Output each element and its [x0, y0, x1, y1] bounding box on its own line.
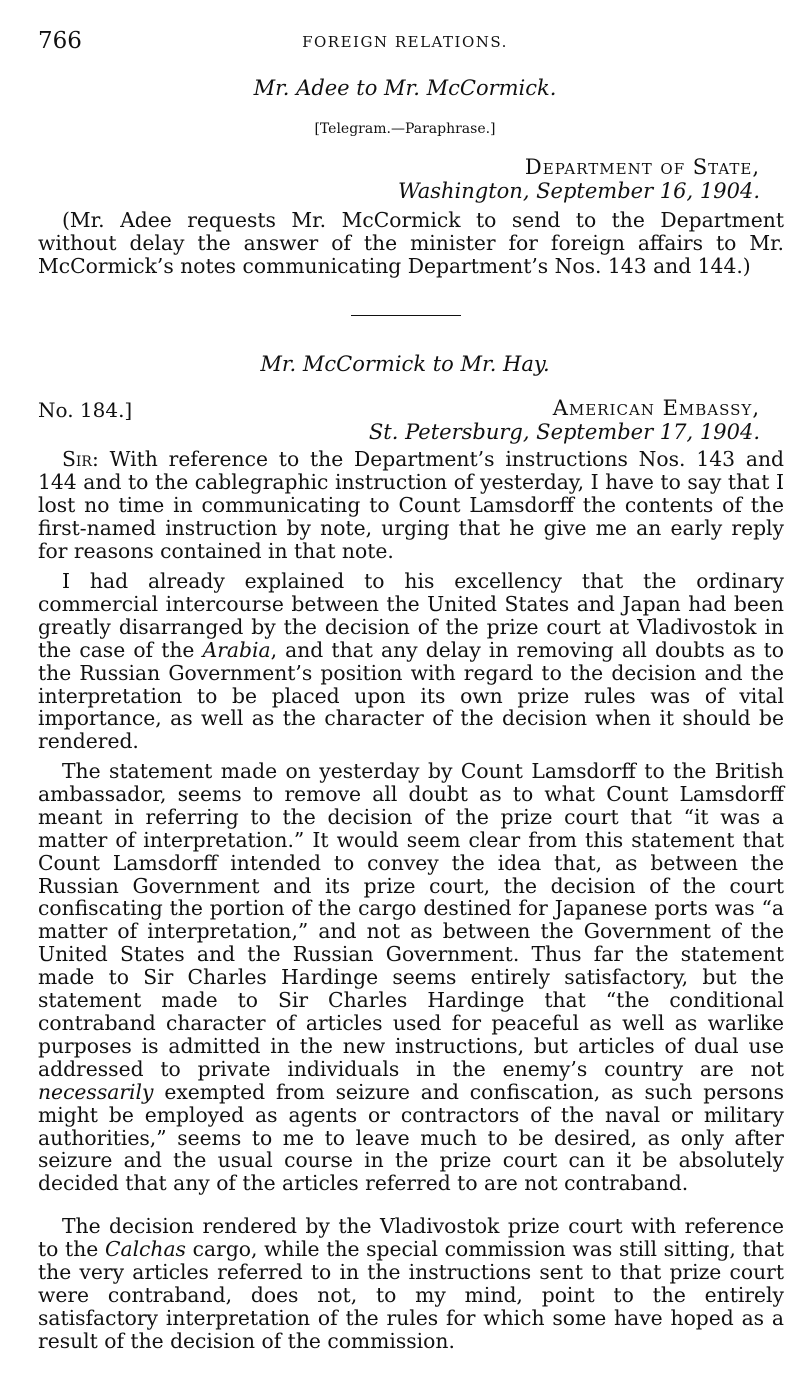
doc1-date: Washington, September 16, 1904. [397, 179, 760, 203]
paragraph-1-text: With reference to the Department’s instructions Nos. 143 and 144 and to the cablegraphic instruction of yesterday, I have to say that I lost no time in communicating to Count Lamsdorff the contents of the first-named instruction by note, urging that he give me an early reply for reasons contained in that note. [38, 447, 784, 563]
ship-name-arabia: Arabia [202, 637, 271, 662]
doc1-heading: Mr. Adee to Mr. McCormick. [253, 76, 557, 100]
doc2-place-date [369, 396, 760, 444]
doc2-number: No. 184.] [38, 398, 133, 422]
paragraph-2-text-a: I had already explained to his excellency that the ordinary commercial intercourse between the United States and Japan had been greatly disarranged by the decision of the prize court at Vladivostok in the case of the [38, 569, 784, 662]
paragraph-4-text-a: The decision rendered by the Vladivostok prize court with reference to the [38, 1214, 784, 1261]
doc2-paragraph-1 [38, 448, 784, 563]
section-divider [351, 315, 461, 316]
emphasis-necessarily: necessarily [38, 1079, 154, 1104]
doc2-place: American Embassy, [552, 396, 760, 420]
paragraph-3-text-a: The statement made on yesterday by Count Lamsdorff to the British ambassador, seems to remove all doubt as to what Count Lamsdorff meant in referring to the decision of the prize court that “it was a matter of interpretation.” It would seem clear from this statement that Count Lamsdorff intended to convey the idea that, as between the Russian Government and its prize court, the decision of the court confiscating the portion of the cargo destined for Japanese ports was “a matter of interpretation,” and not as between the Government of the United States and the Russian Government. Thus far the statement made to Sir Charles Hardinge seems entirely satisfactory, but the statement made to Sir Charles Hardinge that “the conditional contraband character of articles used for peaceful as well as warlike purposes is admitted in the new instructions, but articles of dual use addressed to private individuals in the enemy’s country are not [38, 759, 784, 1081]
doc1-place-date [398, 155, 760, 203]
doc2-date: St. Petersburg, September 17, 1904. [368, 420, 760, 444]
doc2-paragraph-4 [38, 1215, 784, 1352]
doc2-paragraph-3 [38, 760, 784, 1195]
doc1-note: [Telegram.—Paraphrase.] [314, 121, 496, 137]
salutation: Sir: [62, 447, 99, 471]
doc2-heading: Mr. McCormick to Mr. Hay. [260, 352, 550, 376]
paragraph-4-text-b: cargo, while the special commission was still sitting, that the very articles referred to in the instructions sent to that prize court were contraband, does not, to my mind, point to the entirely satisfactory interpretation of the rules for which some have hoped as a result of the decision of the commission. [38, 1236, 784, 1353]
paragraph-2-text-b: , and that any delay in removing all doubts as to the Russian Government’s position with regard to the decision and the interpretation to be placed upon its own prize rules was of vital importance, as well as the character of the decision when it should be rendered. [38, 637, 784, 754]
ship-name-calchas: Calchas [104, 1236, 186, 1261]
doc1-body: (Mr. Adee requests Mr. McCormick to send to the Department without delay the answer of the minister for foreign affairs to Mr. McCormick’s notes communicating Department’s Nos. 143 and 144.) [38, 208, 784, 278]
running-title: FOREIGN RELATIONS. [302, 33, 508, 51]
page-number: 766 [38, 28, 82, 54]
doc1-place: Department of State, [524, 155, 760, 179]
paragraph-3-text-b: exempted from seizure and confiscation, as such persons might be employed as agents or contractors of the naval or military authorities,” seems to me to leave much to be desired, as only after seizure and the usual course in the prize court can it be absolutely decided that any of the articles referred to are not contraband. [38, 1079, 784, 1196]
doc2-paragraph-2 [38, 570, 784, 753]
